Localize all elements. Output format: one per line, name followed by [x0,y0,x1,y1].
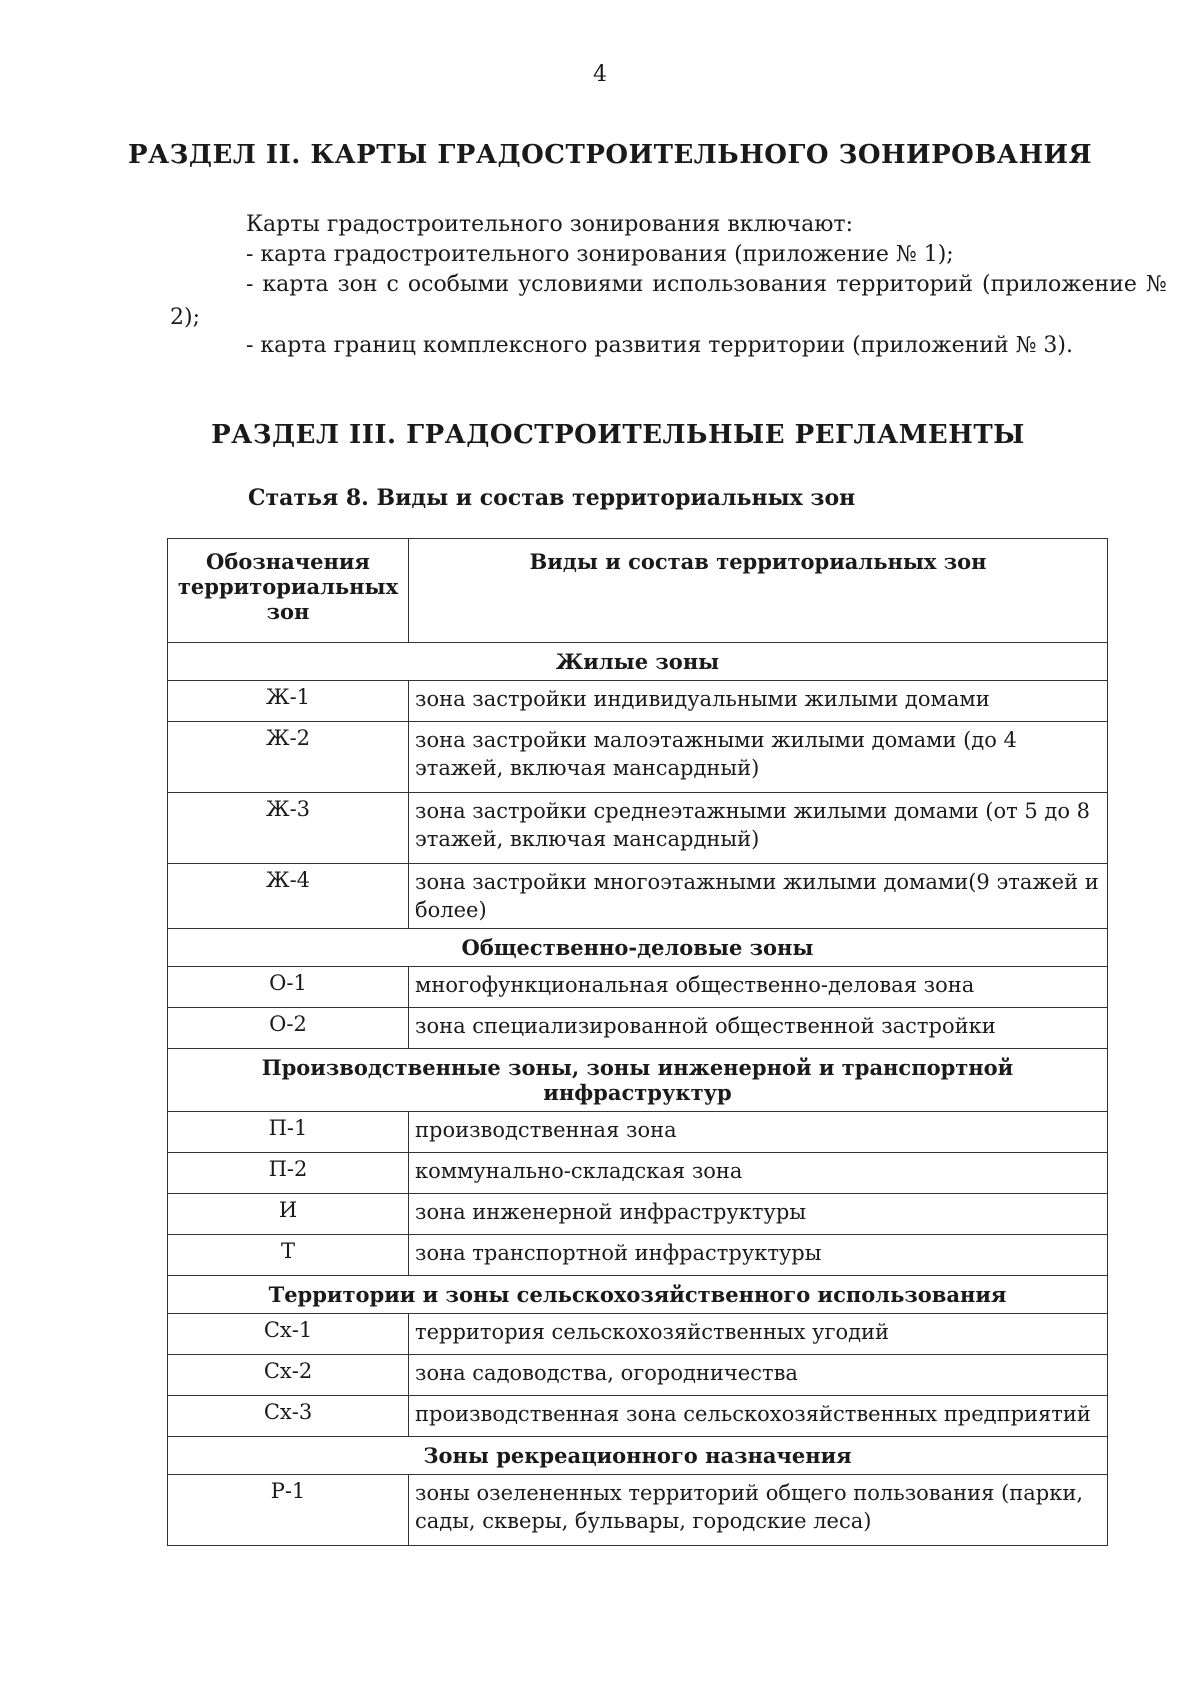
zone-row [168,1235,1108,1276]
zone-row [168,681,1108,722]
maps-intro: Карты градостроительного зонирования включают: [246,212,853,237]
page-number: 4 [593,62,607,87]
zone-description: зона застройки среднеэтажными жилыми домами (от 5 до 8 этажей, включая мансардный) [409,793,1108,864]
zone-code: Сх-3 [168,1396,409,1437]
zone-group-row [168,1437,1108,1475]
zone-group-title: Территории и зоны сельскохозяйственного использования [168,1276,1108,1314]
zone-description: зоны озелененных территорий общего пользования (парки, сады, скверы, бульвары, городские леса) [409,1475,1108,1546]
zone-code: Ж-2 [168,722,409,793]
zone-code: Сх-1 [168,1314,409,1355]
zone-row [168,793,1108,864]
zone-code: Р-1 [168,1475,409,1546]
zones-table [167,538,1108,1546]
zone-row [168,1475,1108,1546]
header-code: Обозначения территориальных зон [168,539,409,643]
zone-code: Ж-3 [168,793,409,864]
maps-item-2-cont: 2); [170,305,200,330]
article-8-title: Статья 8. Виды и состав территориальных зон [248,485,856,511]
zone-row [168,864,1108,929]
zone-description: зона садоводства, огородничества [409,1355,1108,1396]
zone-description: территория сельскохозяйственных угодий [409,1314,1108,1355]
zone-row [168,1396,1108,1437]
zone-group-title: Общественно-деловые зоны [168,929,1108,967]
zone-group-title: Производственные зоны, зоны инженерной и транспортной инфраструктур [168,1049,1108,1112]
zone-code: Т [168,1235,409,1276]
zone-group-row [168,929,1108,967]
zone-description: зона застройки многоэтажными жилыми домами(9 этажей и более) [409,864,1108,929]
zone-code: Ж-4 [168,864,409,929]
zone-description: зона транспортной инфраструктуры [409,1235,1108,1276]
zone-group-row [168,1276,1108,1314]
zone-code: И [168,1194,409,1235]
zone-row [168,1314,1108,1355]
header-desc: Виды и состав территориальных зон [409,539,1108,643]
zone-row [168,722,1108,793]
zone-code: О-2 [168,1008,409,1049]
maps-item-1: - карта градостроительного зонирования (приложение № 1); [246,242,954,267]
zone-code: Сх-2 [168,1355,409,1396]
zones-table-body [168,643,1108,1546]
maps-item-2: - карта зон с особыми условиями использования территорий (приложение № [246,272,1167,297]
zone-description: коммунально-складская зона [409,1153,1108,1194]
zone-description: зона застройки малоэтажными жилыми домами (до 4 этажей, включая мансардный) [409,722,1108,793]
zone-row [168,1112,1108,1153]
zone-group-row [168,643,1108,681]
zone-code: П-2 [168,1153,409,1194]
zone-row [168,967,1108,1008]
zone-description: производственная зона [409,1112,1108,1153]
section-3-title: РАЗДЕЛ III. ГРАДОСТРОИТЕЛЬНЫЕ РЕГЛАМЕНТЫ [211,420,1025,450]
zone-code: О-1 [168,967,409,1008]
zone-description: зона застройки индивидуальными жилыми домами [409,681,1108,722]
zone-code: Ж-1 [168,681,409,722]
zone-row [168,1008,1108,1049]
section-2-title: РАЗДЕЛ II. КАРТЫ ГРАДОСТРОИТЕЛЬНОГО ЗОНИРОВАНИЯ [127,140,1093,170]
zone-group-title: Жилые зоны [168,643,1108,681]
zone-description: зона специализированной общественной застройки [409,1008,1108,1049]
zone-description: зона инженерной инфраструктуры [409,1194,1108,1235]
zone-row [168,1153,1108,1194]
zone-description: многофункциональная общественно-деловая зона [409,967,1108,1008]
zone-row [168,1355,1108,1396]
zone-code: П-1 [168,1112,409,1153]
maps-item-3: - карта границ комплексного развития территории (приложений № 3). [246,333,1073,358]
zone-description: производственная зона сельскохозяйственных предприятий [409,1396,1108,1437]
zone-group-row [168,1049,1108,1112]
zone-group-title: Зоны рекреационного назначения [168,1437,1108,1475]
zone-row [168,1194,1108,1235]
